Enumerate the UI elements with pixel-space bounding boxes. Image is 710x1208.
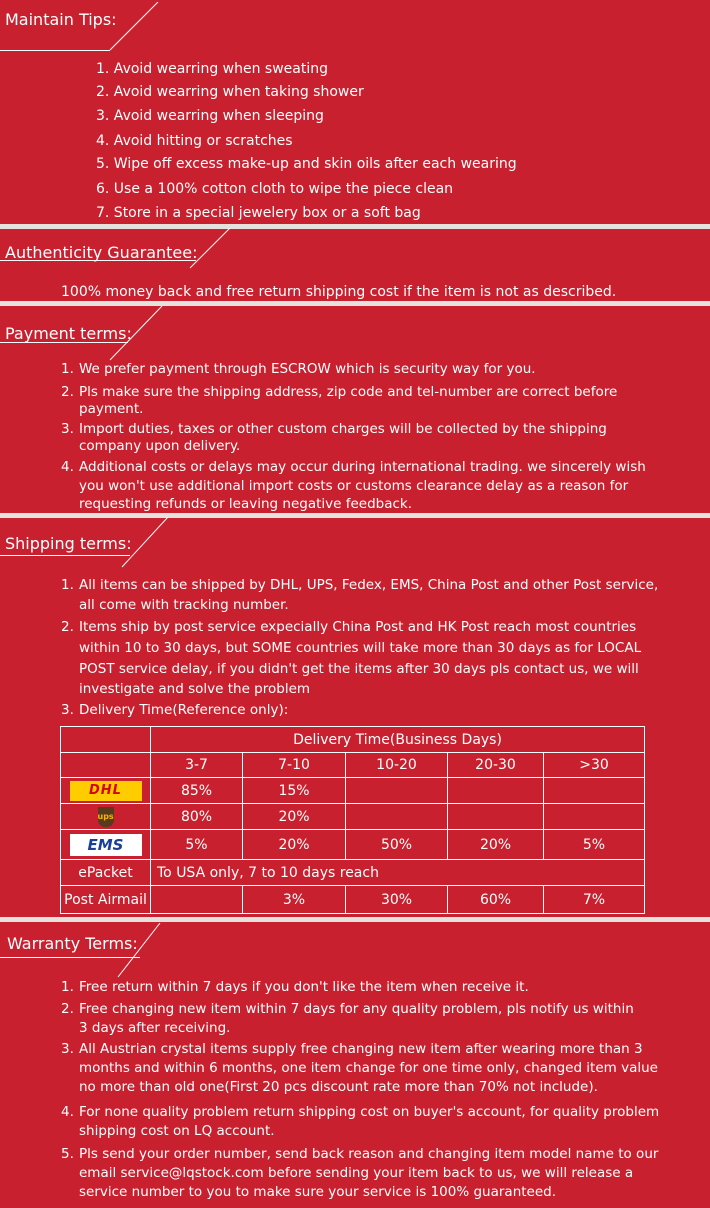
maintain-item: 6. Use a 100% cotton cloth to wipe the piece clean xyxy=(96,181,454,197)
payment-header xyxy=(0,306,710,344)
table-row xyxy=(61,830,645,860)
table-cell: 20% xyxy=(243,830,346,860)
table-cell xyxy=(448,804,544,830)
shipping-header xyxy=(0,517,710,555)
table-cell xyxy=(544,804,645,830)
table-cell: 20% xyxy=(243,804,346,830)
table-row xyxy=(61,886,645,914)
table-row xyxy=(61,860,645,886)
authenticity-text: 100% money back and free return shipping cost if the item is not as described. xyxy=(61,284,617,300)
table-row xyxy=(61,778,645,804)
maintain-title: Maintain Tips: xyxy=(5,10,117,29)
maintain-item: 7. Store in a special jewelery box or a soft bag xyxy=(96,205,421,221)
warranty-title: Warranty Terms: xyxy=(7,934,138,953)
ems-logo-icon: EMS xyxy=(61,830,151,860)
table-header: Delivery Time(Business Days) xyxy=(151,727,645,753)
table-cell: 5% xyxy=(544,830,645,860)
column-header: 7-10 xyxy=(243,753,346,778)
maintain-header xyxy=(0,2,710,40)
table-cell: 60% xyxy=(448,886,544,914)
carrier-label: ePacket xyxy=(61,860,151,886)
maintain-item: 5. Wipe off excess make-up and skin oils after each wearing xyxy=(96,156,517,172)
carrier-label: Post Airmail xyxy=(61,886,151,914)
column-header: 3-7 xyxy=(151,753,243,778)
payment-title: Payment terms: xyxy=(5,324,132,343)
shipping-title: Shipping terms: xyxy=(5,534,132,553)
column-header: >30 xyxy=(544,753,645,778)
column-header: 20-30 xyxy=(448,753,544,778)
maintain-item: 4. Avoid hitting or scratches xyxy=(96,133,293,149)
table-corner-cell xyxy=(61,753,151,778)
ups-logo-icon: ups xyxy=(61,804,151,830)
delivery-time-table xyxy=(60,726,645,914)
table-cell: 30% xyxy=(346,886,448,914)
table-row xyxy=(61,804,645,830)
authenticity-header xyxy=(0,228,710,266)
table-cell xyxy=(346,804,448,830)
table-cell: 80% xyxy=(151,804,243,830)
info-page: Maintain Tips: 1. Avoid wearring when sweating 2. Avoid wearring when taking shower 3. Avoid wearring when sleeping 4. Avoid hitting or scratches 5. Wipe off excess make-up and skin oils after each wearing 6. Use a 100% cotton cloth to wipe the piece clean 7. Store in a special jewelery box or a soft bag Authenticity Guarantee: 100% money back and free return shipping cost if the item is not as described. Payment terms: 1. We prefer payment through ESCROW which is security way for you. 2. Pls make sure the shipping address, zip code and tel-number are correct before payment. 3. Import duties, taxes or other custom charges will be collected by the shipping company upon delivery. 4. Additional costs or delays may occur during international trading. we sincerely wish you won't use additional import costs or customs clearance delay as a reason for requesting refunds or leaving negative feedback. Shipping terms: 1. All items can be shipped by DHL, UPS, Fedex, EMS, China Post and other Post service, all come with tracking number. 2. Items ship by post service expecially China Post and HK Post reach most countries within 10 to 30 days, but SOME countries will take more than 30 days as for LOCAL POST service delay, if you didn't get the items after 30 days pls contact us, we will investigate and solve the problem 3. Delivery Time(Reference only): Delivery Time(Business Days) 3-7 7-10 10-20 20-30 >30 DHL 85% 15% ups 80% 20% EMS 5% 20% 50% 20% 5% ePacket To USA only, 7 to 10 days reach Post Airmail 3% 30% 60% 7% Warranty Terms: 1. Free return within 7 days if you don't like the item when receive it. 2. Free changing new item within 7 days for any quality problem, pls notify us within 3 days after receiving. 3. All Austrian crystal items supply free changing new item after wearing more than 3 months and within 6 months, one item change for one time only, changed item value no more than old one(First 20 pcs discount rate more than 70% not include). 4. For none quality problem return shipping cost on buyer's account, for quality problem shipping cost on LQ account. 5. Pls send your order number, send back reason and changing item model name to our email service@lqstock.com before sending your item back to us, we will release a service number to you to make sure your service is 100% guaranteed. xyxy=(0,0,710,1208)
maintain-item: 1. Avoid wearring when sweating xyxy=(96,61,328,77)
epacket-note: To USA only, 7 to 10 days reach xyxy=(151,860,645,886)
table-cell xyxy=(544,778,645,804)
table-cell: 50% xyxy=(346,830,448,860)
maintain-item: 2. Avoid wearring when taking shower xyxy=(96,84,364,100)
table-cell: 85% xyxy=(151,778,243,804)
dhl-logo-icon: DHL xyxy=(61,778,151,804)
table-cell: 20% xyxy=(448,830,544,860)
warranty-header xyxy=(0,921,710,959)
table-corner-cell xyxy=(61,727,151,753)
table-cell xyxy=(346,778,448,804)
table-cell: 15% xyxy=(243,778,346,804)
table-cell xyxy=(448,778,544,804)
table-cell: 5% xyxy=(151,830,243,860)
maintain-item: 3. Avoid wearring when sleeping xyxy=(96,108,324,124)
table-cell xyxy=(151,886,243,914)
table-cell: 3% xyxy=(243,886,346,914)
authenticity-title: Authenticity Guarantee: xyxy=(5,243,198,262)
column-header: 10-20 xyxy=(346,753,448,778)
table-cell: 7% xyxy=(544,886,645,914)
